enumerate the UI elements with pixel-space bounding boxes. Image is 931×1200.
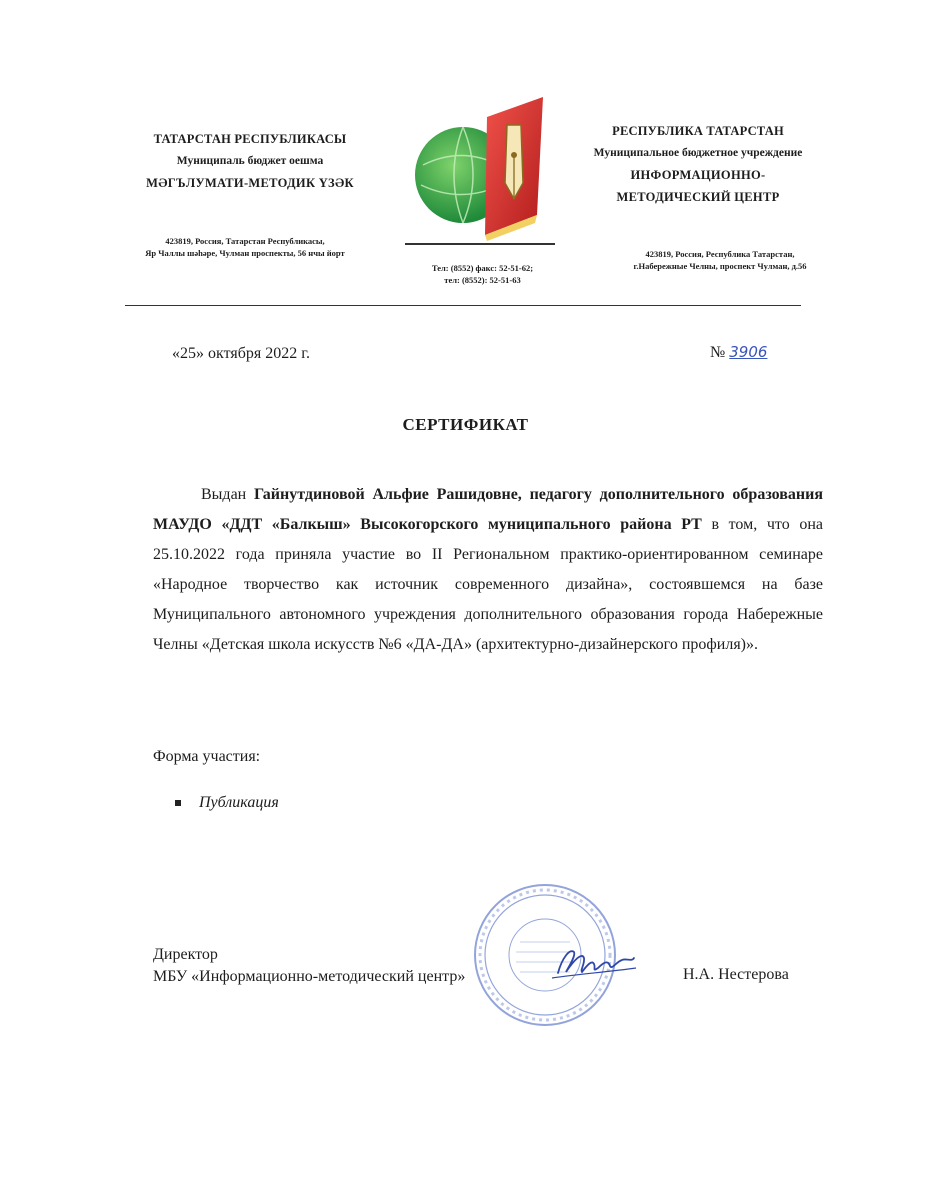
participation-form-label: Форма участия: <box>153 748 261 765</box>
recipient-name: Гайнутдиновой Альфие Рашидовне, педагогу дополнительного образования МАУДО «ДДТ «Балкыш» Высокогорского муниципального района РТ <box>153 486 824 533</box>
header-right-org-type: Муниципальное бюджетное учреждение <box>593 147 803 159</box>
address-line: 423819, Россия, Республика Татарстан, <box>645 249 795 259</box>
signatory-organization: МБУ «Информационно-методический центр» <box>153 968 466 985</box>
header-left-center-name: МӘГЪЛУМАТИ-МЕТОДИК ҮЗӘК <box>146 176 354 190</box>
director-signature-icon <box>548 938 638 988</box>
document-number <box>710 343 767 362</box>
header-right-republic: РЕСПУБЛИКА ТАТАРСТАН <box>612 124 784 138</box>
header-right-center-name-1: ИНФОРМАЦИОННО- <box>630 168 766 182</box>
document-date: «25» октября 2022 г. <box>172 345 310 362</box>
bullet-icon <box>175 800 181 806</box>
address-line: г.Набережные Челны, проспект Чулман, д.56 <box>633 261 807 271</box>
signatory-name: Н.А. Нестерова <box>683 966 789 983</box>
header-divider <box>125 305 801 306</box>
header-left-republic: ТАТАРСТАН РЕСПУБЛИКАСЫ <box>153 132 347 146</box>
header-right-address <box>600 248 840 272</box>
participation-form-item: Публикация <box>199 794 279 811</box>
document-title: СЕРТИФИКАТ <box>402 415 529 434</box>
address-line: Яр Чаллы шәһәре, Чулман проспекты, 56 нчы йорт <box>145 248 345 258</box>
header-right-block <box>568 120 828 208</box>
header-left-address <box>110 235 380 259</box>
address-line: 423819, Россия, Татарстан Республикасы, <box>165 236 325 246</box>
header-phone <box>405 262 560 286</box>
phone-line: Тел: (8552) факс: 52-51-62; <box>431 263 534 273</box>
body-rest: в том, что она 25.10.2022 года приняла участие во II Региональном практико-ориентированном семинаре «Народное творчество как источник современного дизайна», состоявшемся на базе Муниципального автономного учреждения дополнительного образования города Набережные Челны «Детская школа искусств №6 «ДА-ДА» (архитектурно-дизайнерского профиля)». <box>153 516 823 653</box>
participation-form-list <box>175 794 279 812</box>
certificate-body <box>153 480 823 660</box>
number-value: 3906 <box>729 343 768 361</box>
signatory-title <box>153 944 465 988</box>
globe-pen-logo-icon <box>405 95 555 245</box>
header-left-org-type: Муниципаль бюджет оешма <box>176 155 324 167</box>
number-label: № <box>710 344 726 361</box>
phone-line: тел: (8552): 52-51-63 <box>444 275 521 285</box>
body-intro: Выдан <box>201 486 254 503</box>
header-left-block <box>105 128 395 194</box>
signatory-position: Директор <box>153 946 218 963</box>
header-right-center-name-2: МЕТОДИЧЕСКИЙ ЦЕНТР <box>616 190 780 204</box>
